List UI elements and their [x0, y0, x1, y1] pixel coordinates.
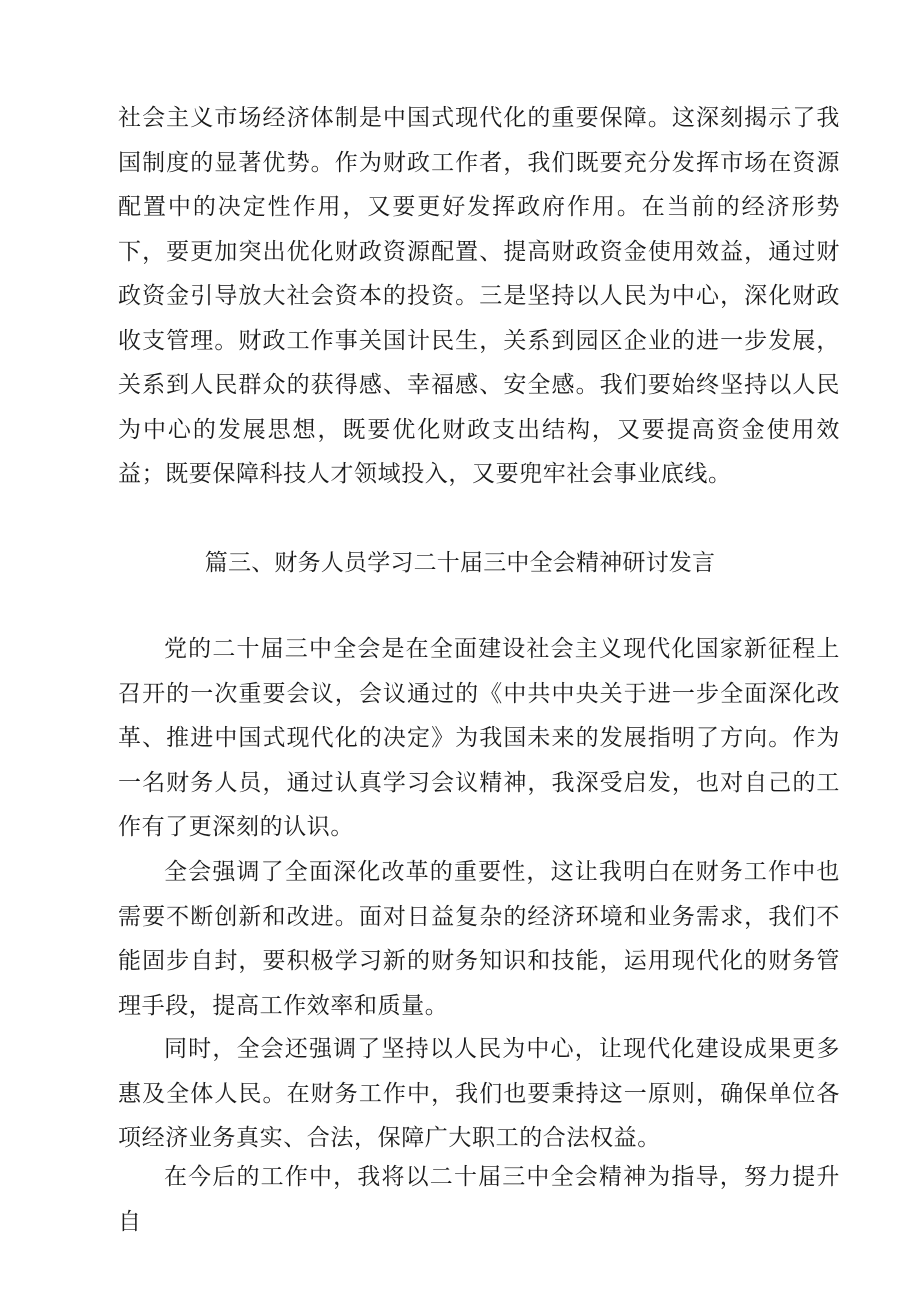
section-heading: 篇三、财务人员学习二十届三中全会精神研讨发言	[204, 550, 716, 576]
body-paragraph-2: 全会强调了全面深化改革的重要性，这让我明白在财务工作中也需要不断创新和改进。面对日益复杂的经济环境和业务需求，我们不能固步自封，要积极学习新的财务知识和技能，运用现代化的财务管理手段，提高工作效率和质量。	[118, 859, 840, 1019]
body-paragraph-4: 在今后的工作中，我将以二十届三中全会精神为指导，努力提升自	[118, 1164, 840, 1235]
body-paragraph-3: 同时，全会还强调了坚持以人民为中心，让现代化建设成果更多惠及全体人民。在财务工作中，我们也要秉持这一原则，确保单位各项经济业务真实、合法，保障广大职工的合法权益。	[118, 1036, 840, 1151]
body-paragraph-1: 党的二十届三中全会是在全面建设社会主义现代化国家新征程上召开的一次重要会议，会议通过的《中共中央关于进一步全面深化改革、推进中国式现代化的决定》为我国未来的发展指明了方向。作为一名财务人员，通过认真学习会议精神，我深受启发，也对自己的工作有了更深刻的认识。	[118, 636, 840, 840]
body-paragraph-continued: 社会主义市场经济体制是中国式现代化的重要保障。这深刻揭示了我国制度的显著优势。作为财政工作者，我们既要充分发挥市场在资源配置中的决定性作用，又要更好发挥政府作用。在当前的经济形势下，要更加突出优化财政资源配置、提高财政资金使用效益，通过财政资金引导放大社会资本的投资。三是坚持以人民为中心，深化财政收支管理。财政工作事关国计民生，关系到园区企业的进一步发展，关系到人民群众的获得感、幸福感、安全感。我们要始终坚持以人民为中心的发展思想，既要优化财政支出结构，又要提高资金使用效益；既要保障科技人才领域投入，又要兜牢社会事业底线。	[118, 105, 840, 487]
